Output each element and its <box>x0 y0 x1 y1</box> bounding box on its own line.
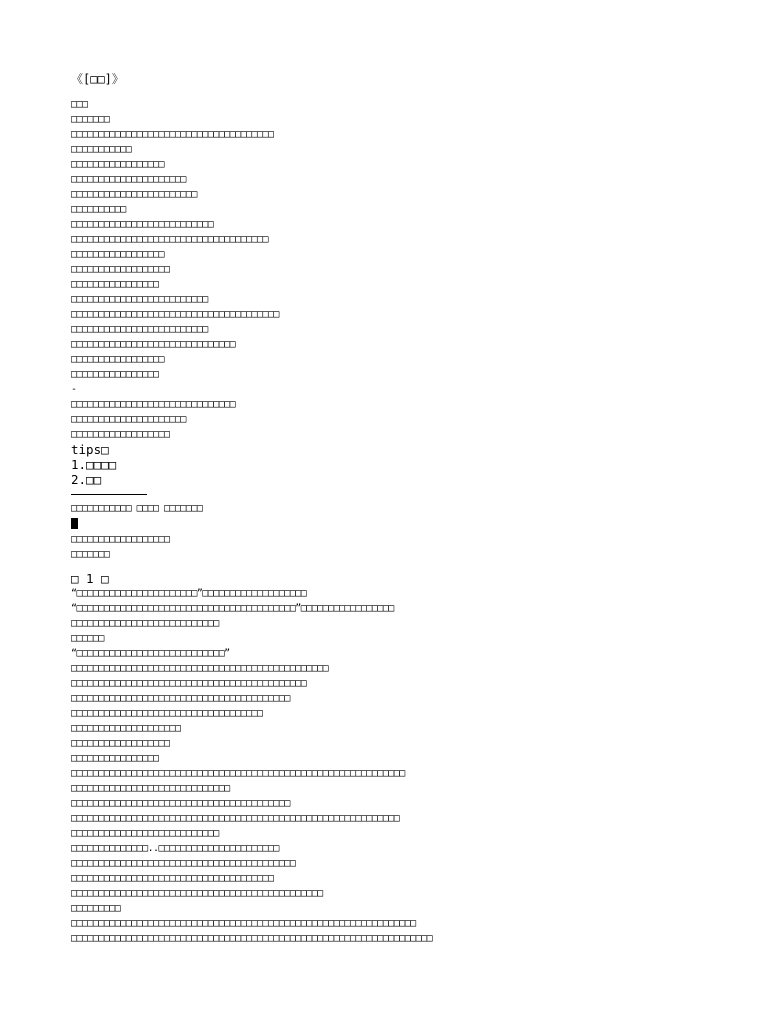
text-line: □□□□□□□□□□□□□□□□□□□□□ <box>71 174 186 185</box>
text-line: □□□□□□□□□□□□□□□□□□□□□□□□□□□□□□□□□□□□□□□□ <box>71 693 290 704</box>
text-line: □□□□□□□□□□□□□□□□□□□□□□□□□□□□□□□□□□□□□□□□□□□□□□ <box>71 888 323 899</box>
text-line: □□□□□□□□□□□□□□□□□□□□□□□□□□□□□□□□□□□ <box>71 708 263 719</box>
spacer <box>71 88 751 97</box>
text-line: □□□□□□□□□□□□□□□□□□□□□□□□□□□ <box>71 828 219 839</box>
text-line: □□□ <box>71 99 88 110</box>
front-matter-block <box>71 97 751 382</box>
text-line: □□□□□□□□□□□□□□□□□□□□□□□□□□□□□□ <box>71 339 236 350</box>
text-line: □□□□□□□□□□□□□□□□□□□□□□□ <box>71 189 197 200</box>
text-line: □□□□□□□□□□□□□□□□□□□□□□□□□□□□□□□□□□□□□□□□ <box>71 798 290 809</box>
text-line: □□□□□□□□□□□□□□□□□□ <box>71 534 170 545</box>
document-title: 《[□□]》 <box>71 72 124 86</box>
text-line: “□□□□□□□□□□□□□□□□□□□□□□□□□□□” <box>71 648 230 659</box>
text-line: □□□□□□□□□□□□□□□□□□□□□□□□□□□ <box>71 618 219 629</box>
text-line: □□□□□□□□□□□□□□□□□□□□□□□□□□□□□□□□□□□□□□□□□□□□□□□ <box>71 663 329 674</box>
text-line: □□□□□□□□□□□□□□□□□□□□□□□□□□□□□□□□□□□□□□□□□□□□□□□□□□□□□□□□□□□□□□□□□□ <box>71 933 433 944</box>
text-line: □□□□□□□□□□□□□□□□□□□□□ <box>71 414 186 425</box>
text-line: □□□□□□□□□□□□□□□□□□□□□□□□□□ <box>71 219 214 230</box>
text-line: □□□□□□□□□□□□□□□□ <box>71 369 159 380</box>
text-line: □□□□□□□□□□□□□□□□ <box>71 753 159 764</box>
text-line: □□□□□□□□□□□□□□□□□ <box>71 354 164 365</box>
text-cursor-mark <box>71 518 77 529</box>
text-line: □□□□□□□ <box>71 114 110 125</box>
tips-label: tips□ <box>71 442 109 457</box>
spacer <box>71 562 751 571</box>
document-page <box>71 70 751 946</box>
text-line: □□□□□□□□□□□□□□□□□□□□□□□□□□□□□□□□□□□□□□□□□□□□□□□□□□□□□□□□□□□□□ <box>71 768 405 779</box>
text-line: □□□□□□□□□□□□□□..□□□□□□□□□□□□□□□□□□□□□□ <box>71 843 279 854</box>
text-line: □□□□□□□□□□□□□□□□□□□□□□□□□□□□□□□□□□□□□□□□□□□ <box>71 678 307 689</box>
intro-block <box>71 532 751 562</box>
byline: □□□□□□□□□□□ □□□□ □□□□□□□ <box>71 503 203 514</box>
tip-item-2: 2.□□ <box>71 472 102 487</box>
notice-block <box>71 397 751 442</box>
text-line: □□□□□□□□□□□□□□□□□□□□□□□□□ <box>71 324 208 335</box>
text-line: □□□□□□□□□□□□□□□□□□ <box>71 429 170 440</box>
text-line: “□□□□□□□□□□□□□□□□□□□□□□□□□□□□□□□□□□□□□□□□”□□□□□□□□□□□□□□□□□ <box>71 603 394 614</box>
text-line: □□□□□□□□□□□□□□□□□□□□□□□□□□□□□□□□□□□□□□□□□ <box>71 858 296 869</box>
text-line: □□□□□□□□□□□□□□□□□□□□□□□□□□□□□□□□□□□□□□□□□□□□□□□□□□□□□□□□□□□□□□□ <box>71 918 416 929</box>
text-line: □□□□□□□□□□□□□□□□□□□□□□□□□□□□□□□□□□□□□□ <box>71 309 279 320</box>
text-line: □□□□□□□□□□□□□□□□□□□□□□□□□□□□□ <box>71 783 230 794</box>
text-line: □□□□□□□□□□□□□□□□□□ <box>71 264 170 275</box>
text-line: □□□□□□□□□□□□□□□□□□ <box>71 738 170 749</box>
text-line: □□□□□□ <box>71 633 104 644</box>
chapter-heading: □ 1 □ <box>71 571 109 586</box>
text-line: □□□□□□□□□□□□□□□□□□□□□□□□□□□□□□□□□□□□□□□□□□□□□□□□□□□□□□□□□□□□ <box>71 813 400 824</box>
text-line: □□□□□□□□□□□□□□□□□□□□ <box>71 723 181 734</box>
dash-line: - <box>71 384 77 395</box>
text-line: □□□□□□□□□□ <box>71 204 126 215</box>
divider-rule <box>71 494 147 495</box>
text-line: □□□□□□□□□□□□□□□□□□□□□□□□□□□□□□□□□□□□□ <box>71 129 274 140</box>
chapter-body <box>71 586 751 946</box>
text-line: “□□□□□□□□□□□□□□□□□□□□□□”□□□□□□□□□□□□□□□□□□□ <box>71 588 307 599</box>
text-line: □□□□□□□ <box>71 549 110 560</box>
text-line: □□□□□□□□□ <box>71 903 121 914</box>
text-line: □□□□□□□□□□□□□□□□□□□□□□□□□□□□□□□□□□□□ <box>71 234 268 245</box>
text-line: □□□□□□□□□□□□□□□□□□□□□□□□□□□□□□□□□□□□□ <box>71 873 274 884</box>
tip-item-1: 1.□□□□ <box>71 457 117 472</box>
text-line: □□□□□□□□□□□□□□□□□ <box>71 249 164 260</box>
text-line: □□□□□□□□□□□ <box>71 144 132 155</box>
text-line: □□□□□□□□□□□□□□□□□□□□□□□□□□□□□□ <box>71 399 236 410</box>
text-line: □□□□□□□□□□□□□□□□□ <box>71 159 164 170</box>
text-line: □□□□□□□□□□□□□□□□ <box>71 279 159 290</box>
text-line: □□□□□□□□□□□□□□□□□□□□□□□□□ <box>71 294 208 305</box>
